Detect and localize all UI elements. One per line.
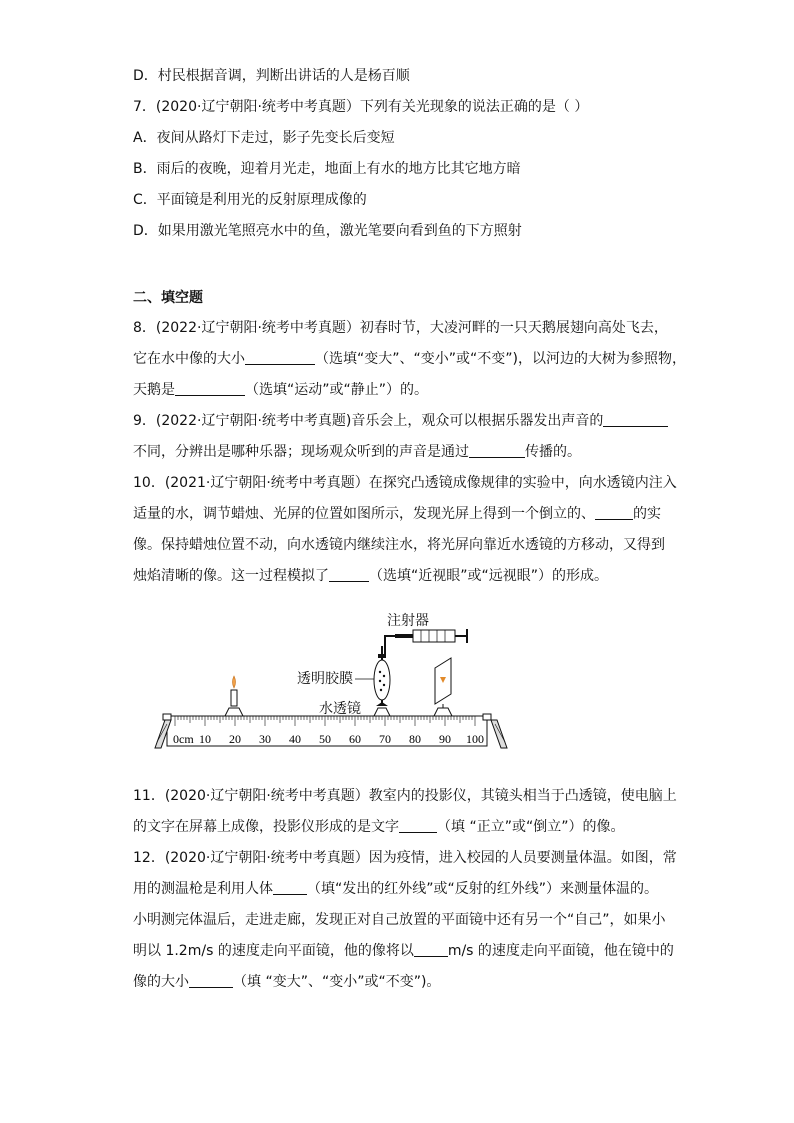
q12-text: m/s 的速度走向平面镜，他在镜中的 <box>447 943 674 959</box>
light-screen <box>434 658 452 716</box>
q8-text: （选填“变大”、“变小”或“不变”)，以河边的大树为参照物， <box>315 351 686 367</box>
q9-blank-2[interactable] <box>469 443 525 458</box>
ruler-label: 60 <box>349 732 361 746</box>
lens-experiment-figure <box>145 610 515 760</box>
q10-text: 烛焰清晰的像。这一过程模拟了 <box>133 568 329 584</box>
ruler-label: 40 <box>289 732 301 746</box>
q12-text: 像的大小 <box>133 974 189 990</box>
q8-text: 天鹅是 <box>133 382 175 398</box>
q11-text: （填 “正立”或“倒立”）的像。 <box>437 819 625 835</box>
q12-blank-2[interactable] <box>414 942 448 957</box>
q12-text: （填 “变大”、“变小”或“不变”)。 <box>233 974 441 990</box>
q10-blank-1[interactable] <box>595 505 633 520</box>
section-title: 二、填空题 <box>133 290 203 306</box>
question-9-line1 <box>133 411 668 431</box>
q8-text: （选填“运动”或“静止”）的。 <box>245 382 429 398</box>
question-8-line3 <box>133 380 428 400</box>
q12-text: 用的测温枪是利用人体 <box>133 881 273 897</box>
question-11-line1: 11．(2020·辽宁朝阳·统考中考真题）教室内的投影仪，其镜头相当于凸透镜，使电脑上 <box>133 788 677 804</box>
q10-text: （选填“近视眼”或“远视眼”）的形成。 <box>369 568 609 584</box>
q12-blank-3[interactable] <box>189 973 233 988</box>
option-6d: D．村民根据音调，判断出讲话的人是杨百顺 <box>133 68 410 84</box>
ruler-label: 100 <box>466 732 484 746</box>
q11-blank-1[interactable] <box>399 818 437 833</box>
q8-text: 它在水中像的大小 <box>133 351 245 367</box>
ruler-label: 0cm <box>173 732 194 746</box>
question-12-line3: 小明测完体温后，走进走廊，发现正对自己放置的平面镜中还有另一个“自己”，如果小 <box>133 912 666 928</box>
ruler-label: 80 <box>409 732 421 746</box>
option-7c: C．平面镜是利用光的反射原理成像的 <box>133 192 367 208</box>
question-12-line2 <box>133 879 658 899</box>
q12-text: （填“发出的红外线”或“反射的红外线”）来测量体温的。 <box>307 881 659 897</box>
option-7a: A．夜间从路灯下走过，影子先变长后变短 <box>133 130 395 146</box>
ruler-label: 20 <box>229 732 241 746</box>
membrane-label: 透明胶膜 <box>297 670 353 686</box>
candle <box>225 676 243 716</box>
option-7b: B．雨后的夜晚，迎着月光走，地面上有水的地方比其它地方暗 <box>133 161 521 177</box>
question-12-line1: 12．(2020·辽宁朝阳·统考中考真题）因为疫情，进入校园的人员要测量体温。如图，常 <box>133 850 677 866</box>
q8-blank-1[interactable] <box>245 350 315 365</box>
q9-text: 传播的。 <box>525 444 581 460</box>
q12-blank-1[interactable] <box>273 880 307 895</box>
optical-bench <box>155 714 507 748</box>
ruler-label: 10 <box>199 732 211 746</box>
q11-text: 的文字在屏幕上成像，投影仪形成的是文字 <box>133 819 399 835</box>
q12-text: 明以 1.2m/s 的速度走向平面镜，他的像将以 <box>133 943 414 959</box>
question-10-line3: 像。保持蜡烛位置不动，向水透镜内继续注水，将光屏向靠近水透镜的方移动，又得到 <box>133 537 665 553</box>
q8-blank-2[interactable] <box>175 381 245 396</box>
question-8-line2 <box>133 349 686 369</box>
option-7d: D．如果用激光笔照亮水中的鱼，激光笔要向看到鱼的下方照射 <box>133 223 522 239</box>
question-10-line2 <box>133 504 661 524</box>
q9-text: 9．(2022·辽宁朝阳·统考中考真题)音乐会上，观众可以根据乐器发出声音的 <box>133 413 604 429</box>
question-11-line2 <box>133 817 624 837</box>
q10-blank-2[interactable] <box>329 567 369 582</box>
lens-label: 水透镜 <box>319 700 361 716</box>
question-12-line5 <box>133 972 440 992</box>
ruler-label: 90 <box>439 732 451 746</box>
question-9-line2 <box>133 442 581 462</box>
q9-text: 不同，分辨出是哪种乐器；现场观众听到的声音是通过 <box>133 444 469 460</box>
ruler-label: 70 <box>379 732 391 746</box>
q9-blank-1[interactable] <box>603 412 668 427</box>
q10-text: 的实 <box>633 506 661 522</box>
question-7: 7．(2020·辽宁朝阳·统考中考真题）下列有关光现象的说法正确的是（ ） <box>133 99 589 115</box>
ruler-label: 50 <box>319 732 331 746</box>
ruler-label: 30 <box>259 732 271 746</box>
question-8-line1: 8．(2022·辽宁朝阳·统考中考真题）初春时节，大凌河畔的一只天鹅展翅向高处飞去， <box>133 320 668 336</box>
syringe-label: 注射器 <box>387 612 429 628</box>
water-lens <box>374 646 390 716</box>
question-10-line1: 10．(2021·辽宁朝阳·统考中考真题）在探究凸透镜成像规律的实验中，向水透镜内注入 <box>133 475 677 491</box>
syringe <box>385 629 467 658</box>
question-10-line4 <box>133 566 608 586</box>
question-12-line4 <box>133 941 674 961</box>
q10-text: 适量的水，调节蜡烛、光屏的位置如图所示，发现光屏上得到一个倒立的、 <box>133 506 595 522</box>
